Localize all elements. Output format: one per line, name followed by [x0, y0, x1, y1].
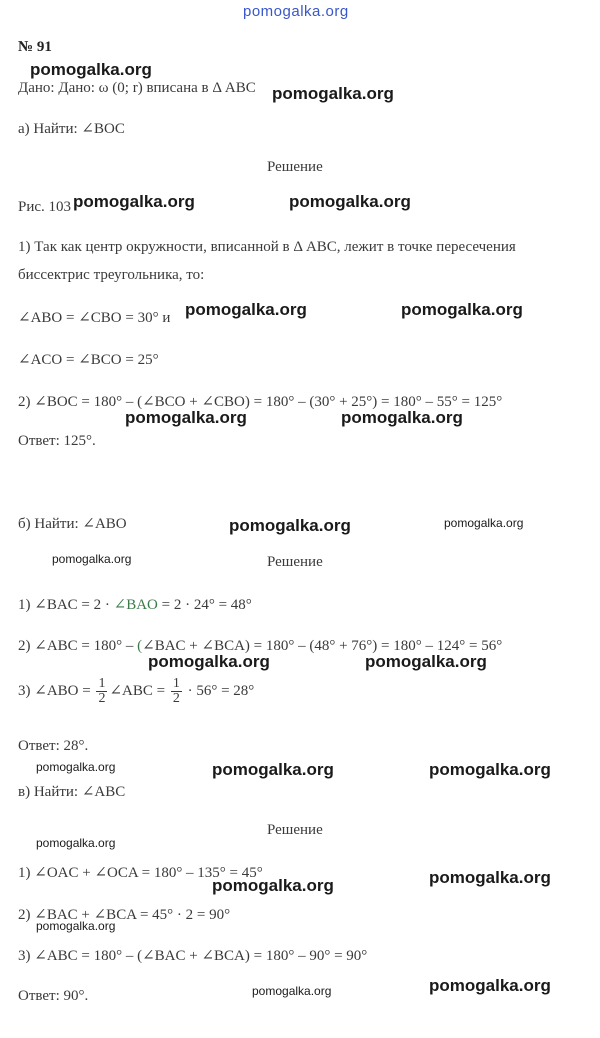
part-c-line3: 3) ∠ABC = 180° – (∠BAC + ∠BCA) = 180° – 90° = 90°: [18, 948, 368, 964]
watermark-top: pomogalka.org: [243, 3, 349, 20]
part-b-answer: Ответ: 28°.: [18, 738, 89, 754]
part-b-line2-highlight: (: [137, 638, 143, 654]
watermark: pomogalka.org: [444, 516, 524, 530]
part-b-line1-highlight: ∠BAO: [113, 597, 158, 613]
figure-ref: Рис. 103: [18, 199, 72, 215]
part-a-line4: 2) ∠BOC = 180° – (∠BCO + ∠CBO) = 180° – (30° + 25°) = 180° – 55° = 125°: [18, 394, 503, 410]
part-a-find: а) Найти: ∠BOC: [18, 121, 125, 137]
watermark: pomogalka.org: [52, 552, 132, 566]
part-b-line3: [18, 677, 254, 706]
watermark: pomogalka.org: [401, 300, 523, 319]
part-a-line3: ∠ACO = ∠BCO = 25°: [18, 352, 159, 368]
watermark: pomogalka.org: [212, 876, 334, 895]
watermark: pomogalka.org: [341, 408, 463, 427]
part-b-line3-b: ∠ABC =: [109, 682, 166, 699]
watermark: pomogalka.org: [429, 760, 551, 779]
fraction-denominator: 2: [172, 691, 180, 706]
fraction-numerator: 1: [172, 676, 180, 691]
watermark: pomogalka.org: [30, 60, 152, 79]
part-b-line3-a: 3) ∠ABO =: [18, 682, 91, 699]
watermark: pomogalka.org: [73, 192, 195, 211]
part-c-find: в) Найти: ∠ABC: [18, 784, 126, 800]
watermark: pomogalka.org: [148, 652, 270, 671]
part-b-solution-label: Решение: [267, 554, 323, 570]
part-a-answer: Ответ: 125°.: [18, 433, 96, 449]
fraction-numerator: 1: [98, 676, 106, 691]
part-a-solution-label: Решение: [267, 159, 323, 175]
problem-number: № 91: [18, 39, 52, 55]
part-a-line1a: 1) Так как центр окружности, вписанной в Δ АВС, лежит в точке пересечения: [18, 239, 516, 255]
fraction-denominator: 2: [98, 691, 106, 706]
watermark: pomogalka.org: [429, 868, 551, 887]
part-c-line2: 2) ∠BAC + ∠BCA = 45° · 2 = 90°: [18, 907, 231, 923]
part-b-line2-pre: 2) ∠ABC = 180° –: [18, 638, 138, 654]
given-text: Дано: Дано: ω (0; r) вписана в Δ АВС: [18, 80, 256, 96]
part-b-line3-c: · 56° = 28°: [187, 682, 255, 699]
part-b-line1-post: = 2 · 24° = 48°: [157, 597, 252, 613]
watermark: pomogalka.org: [36, 760, 116, 774]
part-a-line1b: биссектрис треугольника, то:: [18, 267, 205, 283]
part-c-answer: Ответ: 90°.: [18, 988, 89, 1004]
part-c-line1: 1) ∠OAC + ∠OCA = 180° – 135° = 45°: [18, 865, 263, 881]
part-b-line1-pre: 1) ∠BAC = 2 ·: [18, 597, 114, 613]
watermark: pomogalka.org: [36, 836, 116, 850]
part-c-solution-label: Решение: [267, 822, 323, 838]
fraction-half: [96, 677, 107, 706]
watermark: pomogalka.org: [252, 984, 332, 998]
part-b-line1: [18, 595, 252, 614]
watermark: pomogalka.org: [212, 760, 334, 779]
watermark: pomogalka.org: [365, 652, 487, 671]
fraction-half: [171, 677, 182, 706]
watermark: pomogalka.org: [36, 919, 116, 933]
watermark: pomogalka.org: [229, 516, 351, 535]
part-b-line2-post: ∠BAC + ∠BCA) = 180° – (48° + 76°) = 180° – 124° = 56°: [142, 638, 503, 654]
part-b-find: б) Найти: ∠ABO: [18, 516, 127, 532]
watermark: pomogalka.org: [185, 300, 307, 319]
watermark: pomogalka.org: [272, 84, 394, 103]
watermark: pomogalka.org: [289, 192, 411, 211]
watermark: pomogalka.org: [125, 408, 247, 427]
watermark: pomogalka.org: [429, 976, 551, 995]
part-a-line2: ∠ABO = ∠CBO = 30° и: [18, 310, 171, 326]
